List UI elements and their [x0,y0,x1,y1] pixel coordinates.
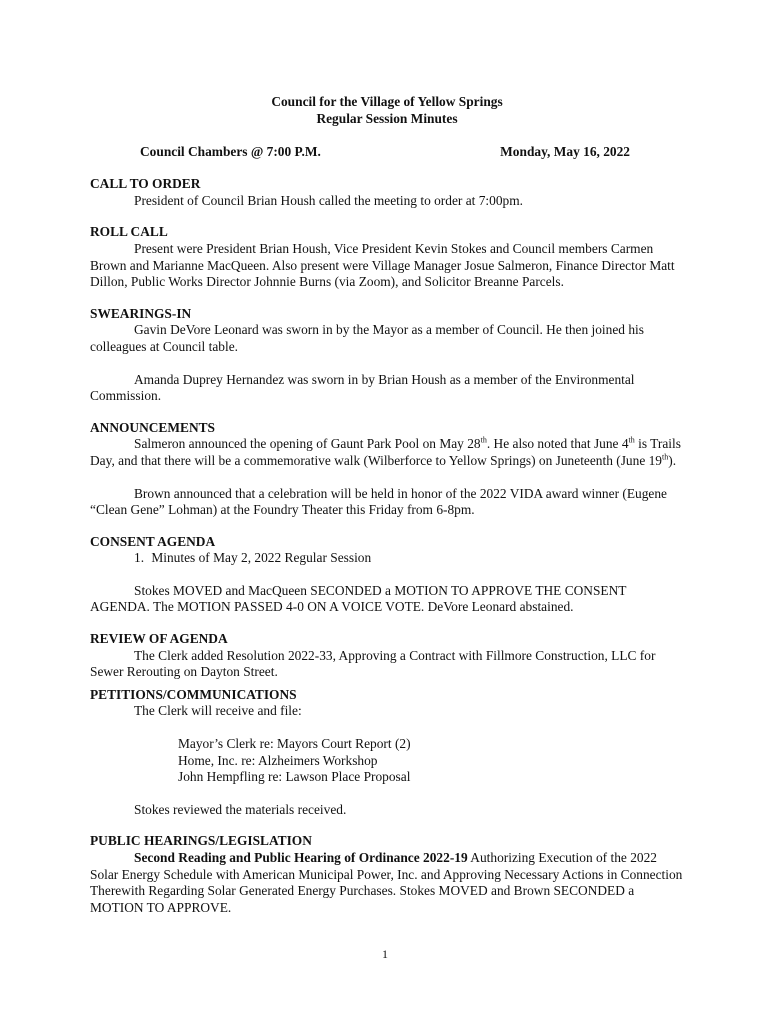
list-text: Minutes of May 2, 2022 Regular Session [151,550,372,566]
section-review-of-agenda [90,631,684,681]
section-text: President of Council Brian Housh called the meeting to order at 7:00pm. [134,192,523,208]
section-heading: CALL TO ORDER [90,176,201,192]
list-number: 1. [134,550,145,566]
section-heading: CONSENT AGENDA [90,533,216,549]
text-run: . He also noted that June 4 [486,436,629,452]
filed-item: Home, Inc. re: Alzheimers Workshop [178,752,378,768]
filed-item: Mayor’s Clerk re: Mayors Court Report (2) [178,736,411,752]
document-title: Council for the Village of Yellow Springs [271,94,503,109]
text-run: Authorizing Execution of the 2022 Solar Energy Schedule with American Municipal Power, Inc. and Approving Necessary Actions in Connection Therewith Regarding Solar Generated Energy Purchases. Stokes MOVED and Brown SECONDED a MOTION TO APPROVE. [90,850,683,915]
section-call-to-order [90,176,684,209]
ordinal-suffix: th [628,435,635,445]
section-text: Stokes reviewed the materials received. [134,801,347,817]
section-heading: PUBLIC HEARINGS/LEGISLATION [90,833,312,849]
section-announcements [90,420,684,519]
list-item [90,550,684,567]
section-heading: ANNOUNCEMENTS [90,419,215,435]
text-run: Salmeron announced the opening of Gaunt Park Pool on May 28 [134,436,481,452]
meeting-location: Council Chambers @ 7:00 P.M. [140,144,321,160]
section-text: The Clerk will receive and file: [134,703,302,719]
section-heading: ROLL CALL [90,224,168,240]
meeting-date: Monday, May 16, 2022 [500,144,630,160]
announcement-pool [90,436,684,469]
ordinal-suffix: th [480,435,487,445]
section-petitions [90,687,684,819]
section-text: Amanda Duprey Hernandez was sworn in by Brian Housh as a member of the Environmental Commission. [90,371,635,404]
consent-motion: Stokes MOVED and MacQueen SECONDED a MOTION TO APPROVE THE CONSENT AGENDA. The MOTION PASSED 4-0 ON A VOICE VOTE. DeVore Leonard abstained. [90,582,627,615]
section-heading: SWEARINGS-IN [90,305,192,321]
section-heading: PETITIONS/COMMUNICATIONS [90,686,297,702]
section-text: Gavin DeVore Leonard was sworn in by the Mayor as a member of Council. He then joined his colleagues at Council table. [90,322,644,354]
document-subtitle: Regular Session Minutes [316,110,458,126]
filed-item: John Hempfling re: Lawson Place Proposal [178,769,411,785]
minutes-page [90,94,684,916]
section-heading: REVIEW OF AGENDA [90,631,228,647]
ordinance-paragraph [90,850,684,916]
text-run: is Trails Day, and that there will be a commemorative walk (Wilberforce to Yellow Springs) on Juneteenth (June 19 [90,436,681,468]
meeting-info-row [90,144,684,161]
section-roll-call [90,224,684,290]
ordinal-suffix: th [662,452,669,462]
section-text: The Clerk added Resolution 2022-33, Approving a Contract with Fillmore Construction, LLC for Sewer Rerouting on Dayton Street. [90,647,656,680]
section-swearings-in [90,306,684,405]
section-consent-agenda [90,534,684,616]
section-text: Present were President Brian Housh, Vice President Kevin Stokes and Council members Carmen Brown and Marianne MacQueen. Also present were Village Manager Josue Salmeron, Finance Director Matt Dillon, Public Works Director Johnnie Burns (via Zoom), and Solicitor Breanne Parcels. [90,240,675,290]
announcement-vida: Brown announced that a celebration will be held in honor of the 2022 VIDA award winner (Eugene “Clean Gene” Lohman) at the Foundry Theater this Friday from 6-8pm. [90,485,667,518]
text-run: ). [668,452,677,468]
ordinance-title: Second Reading and Public Hearing of Ordinance 2022-19 [134,850,468,865]
section-public-hearings [90,833,684,916]
page-number: 1 [382,947,388,961]
